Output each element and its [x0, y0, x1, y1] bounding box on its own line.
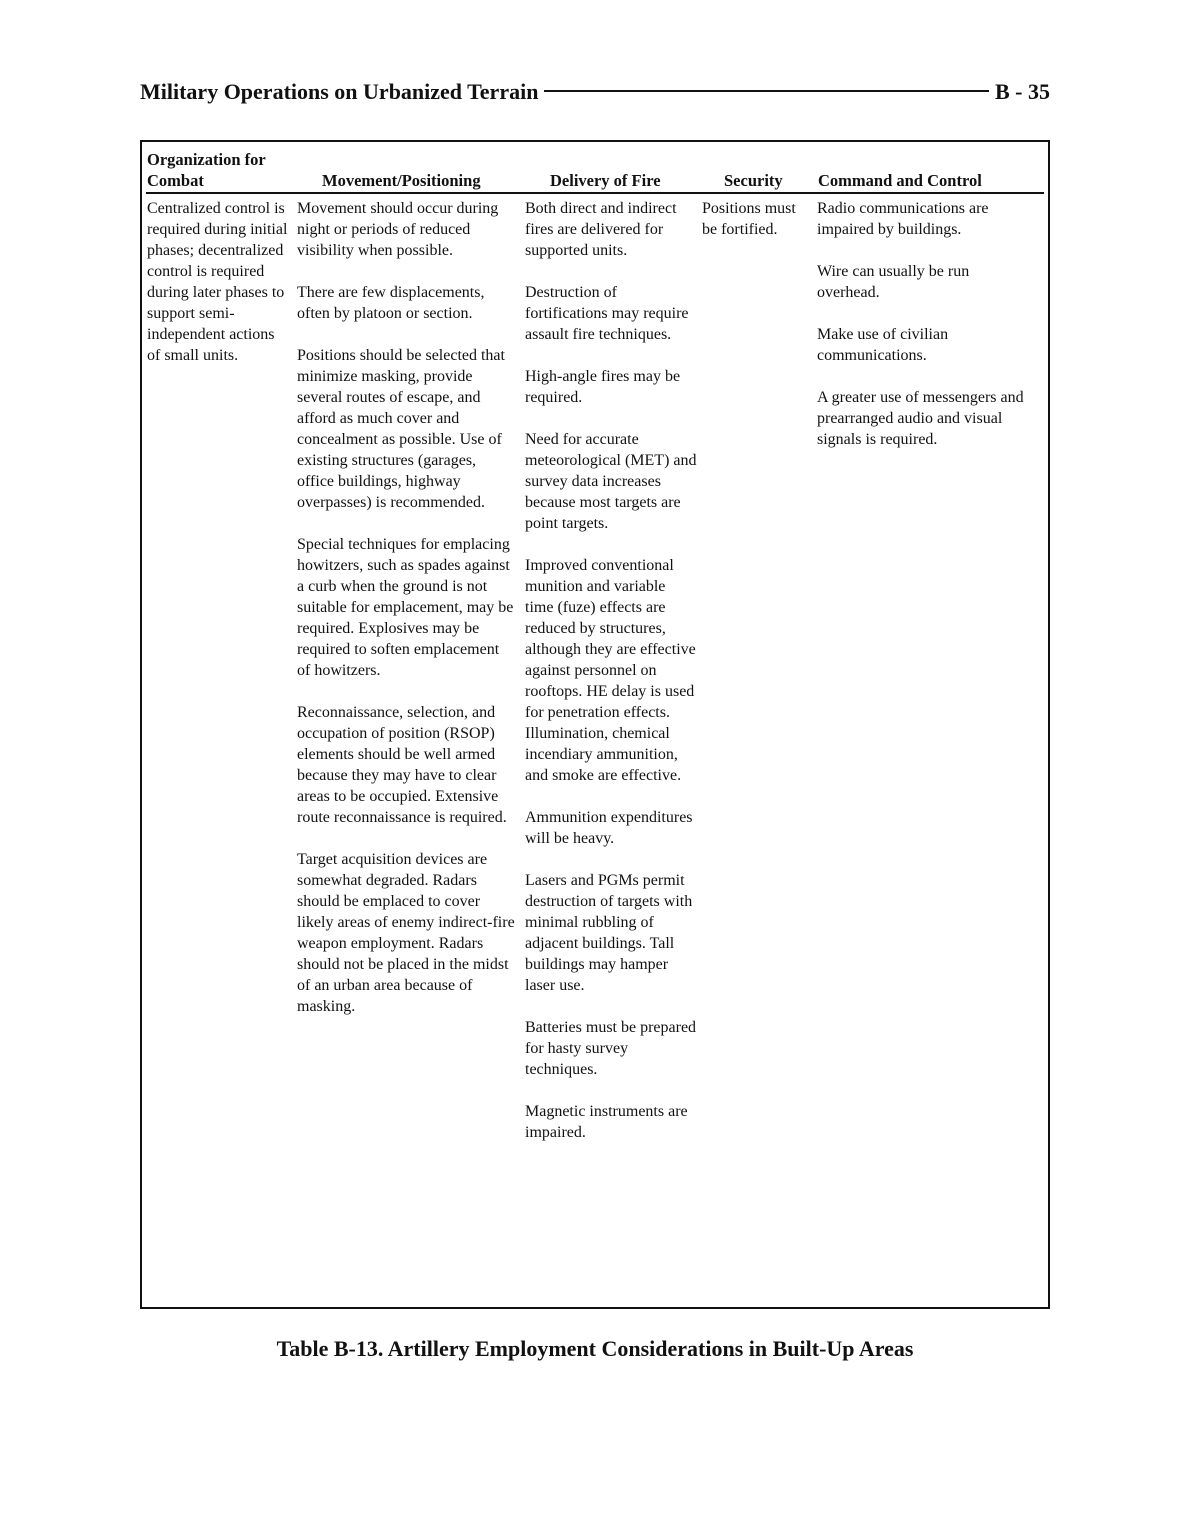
fire-item: Magnetic instruments are impaired.: [525, 1103, 688, 1141]
command-item: A greater use of messengers and prearranged audio and visual signals is required.: [817, 389, 1024, 448]
fire-item: Both direct and indirect fires are delivered for supported units.: [525, 200, 677, 259]
fire-item: Need for accurate meteorological (MET) and survey data increases because most targets are point targets.: [525, 431, 697, 532]
considerations-table: [140, 140, 1050, 1309]
movement-item: There are few displacements, often by platoon or section.: [297, 284, 485, 322]
fire-column: [525, 198, 697, 1143]
column-header-fire: Delivery of Fire: [550, 171, 661, 190]
column-header-command: Command and Control: [818, 171, 982, 190]
security-item: Positions must be fortified.: [702, 200, 796, 238]
table-caption: Table B-13. Artillery Employment Considerations in Built-Up Areas: [276, 1336, 914, 1361]
fire-item: Improved conventional munition and variable time (fuze) effects are reduced by structures, although they are effective against personnel on rooftops. HE delay is used for penetration effects. Illumination, chemical incendiary ammunition, and smoke are effective.: [525, 557, 696, 784]
command-column: [817, 198, 1035, 450]
fire-item: Destruction of fortifications may require assault fire techniques.: [525, 284, 689, 343]
organization-text: Centralized control is required during initial phases; decentralized control is required during later phases to support semi-independent actions of small units.: [147, 200, 288, 364]
organization-column: [147, 198, 289, 366]
header-divider: [146, 192, 1044, 194]
fire-item: Batteries must be prepared for hasty survey techniques.: [525, 1019, 697, 1078]
fire-item: High-angle fires may be required.: [525, 368, 681, 406]
command-item: Make use of civilian communications.: [817, 326, 949, 364]
movement-item: Positions should be selected that minimize masking, provide several routes of escape, and afford as much cover and concealment as possible. Use of existing structures (garages, office buildings, highway overpasses) is recommended.: [297, 347, 505, 511]
fire-item: Ammunition expenditures will be heavy.: [525, 809, 693, 847]
column-header-security: Security: [724, 171, 783, 190]
movement-item: Movement should occur during night or periods of reduced visibility when possible.: [297, 200, 499, 259]
fire-item: Lasers and PGMs permit destruction of targets with minimal rubbling of adjacent buildings. Tall buildings may hamper laser use.: [525, 872, 693, 994]
column-header-organization: Organization for Combat: [147, 150, 266, 190]
security-column: [702, 198, 814, 240]
movement-item: Reconnaissance, selection, and occupation of position (RSOP) elements should be well armed because they may have to clear areas to be occupied. Extensive route reconnaissance is required.: [297, 704, 507, 826]
movement-item: Target acquisition devices are somewhat degraded. Radars should be emplaced to cover likely areas of enemy indirect-fire weapon employment. Radars should not be placed in the midst of an urban area because of masking.: [297, 851, 515, 1015]
movement-item: Special techniques for emplacing howitzers, such as spades against a curb when the ground is not suitable for emplacement, may be required. Explosives may be required to soften emplacement of howitzers.: [297, 536, 514, 679]
header-rule: [544, 90, 989, 92]
page-number: B - 35: [995, 79, 1050, 104]
page-header: [140, 76, 1050, 108]
command-item: Radio communications are impaired by buildings.: [817, 200, 989, 238]
column-header-movement: Movement/Positioning: [322, 171, 481, 190]
command-item: Wire can usually be run overhead.: [817, 263, 970, 301]
running-title: Military Operations on Urbanized Terrain: [140, 79, 539, 104]
movement-column: [297, 198, 515, 1017]
